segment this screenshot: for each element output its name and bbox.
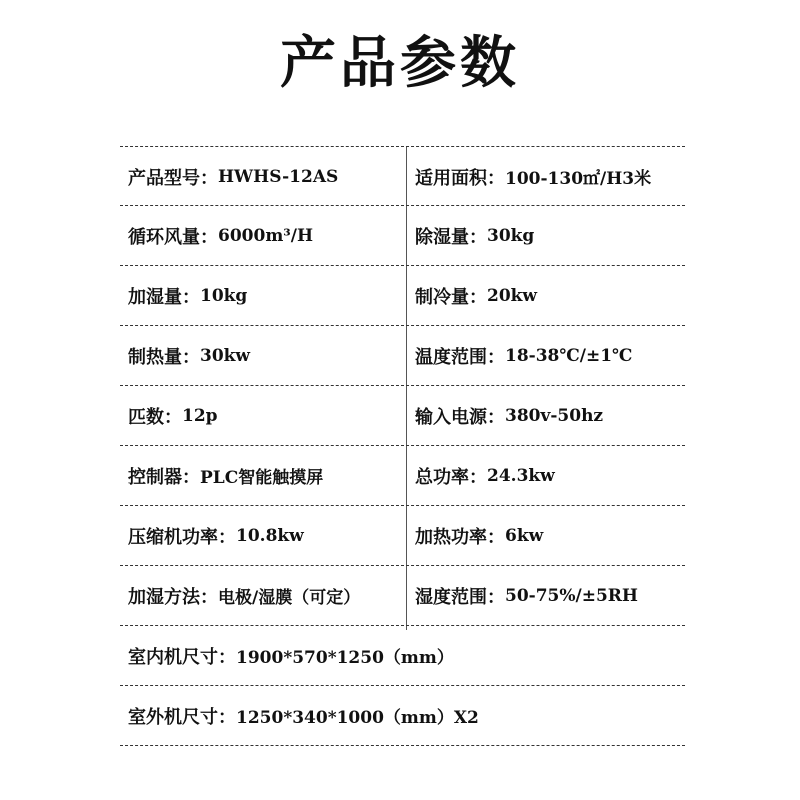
spec-cell-horsepower xyxy=(128,386,410,445)
spec-row xyxy=(120,206,685,266)
spec-row xyxy=(120,686,685,746)
spec-cell-humidity-range xyxy=(415,566,685,625)
spec-label: 匹数： xyxy=(128,406,182,428)
spec-label: 适用面积： xyxy=(415,167,505,189)
spec-value: 100-130㎡/H3米 xyxy=(505,169,652,189)
spec-cell-temp-range xyxy=(415,326,685,385)
spec-cell-airflow xyxy=(128,206,410,265)
spec-label: 输入电源： xyxy=(415,406,505,428)
spec-row xyxy=(120,446,685,506)
spec-value: 6000m³/H xyxy=(218,225,314,246)
spec-row xyxy=(120,266,685,326)
spec-value: 30kw xyxy=(200,345,251,366)
spec-value: 6kw xyxy=(505,525,544,546)
spec-value: 1900*570*1250（mm） xyxy=(236,648,454,668)
spec-label: 制热量： xyxy=(128,346,200,368)
spec-cell-heater-power xyxy=(415,506,685,565)
spec-cell-dehumidify xyxy=(415,206,685,265)
spec-row xyxy=(120,326,685,386)
spec-label: 压缩机功率： xyxy=(128,526,236,548)
spec-label: 室外机尺寸： xyxy=(128,706,236,728)
spec-label: 制冷量： xyxy=(415,286,487,308)
spec-row xyxy=(120,626,685,686)
spec-value: 50-75%/±5RH xyxy=(505,585,638,606)
spec-row xyxy=(120,506,685,566)
spec-value: HWHS-12AS xyxy=(218,166,339,187)
spec-cell-controller xyxy=(128,446,410,505)
spec-cell-outdoor-size xyxy=(128,686,685,745)
spec-table xyxy=(120,146,685,746)
spec-cell-power-input xyxy=(415,386,685,445)
spec-cell-area xyxy=(415,147,685,206)
spec-label: 总功率： xyxy=(415,466,487,488)
page-title: 产品参数 xyxy=(280,31,520,96)
spec-value: 10.8kw xyxy=(236,525,304,546)
spec-value: PLC智能触摸屏 xyxy=(200,468,324,488)
spec-value: 12p xyxy=(182,405,218,426)
spec-cell-cooling xyxy=(415,266,685,325)
spec-row xyxy=(120,146,685,206)
spec-cell-humidify xyxy=(128,266,410,325)
spec-label: 除湿量： xyxy=(415,226,487,248)
spec-value: 1250*340*1000（mm）X2 xyxy=(236,708,479,728)
spec-value: 30kg xyxy=(487,225,535,246)
spec-row xyxy=(120,386,685,446)
spec-value: 20kw xyxy=(487,285,538,306)
spec-cell-model xyxy=(128,147,410,206)
spec-label: 循环风量： xyxy=(128,226,218,248)
spec-cell-total-power xyxy=(415,446,685,505)
spec-label: 室内机尺寸： xyxy=(128,646,236,668)
spec-label: 加湿量： xyxy=(128,286,200,308)
spec-cell-heating xyxy=(128,326,410,385)
spec-label: 温度范围： xyxy=(415,346,505,368)
spec-row xyxy=(120,566,685,626)
spec-label: 控制器： xyxy=(128,466,200,488)
spec-label: 产品型号： xyxy=(128,167,218,189)
spec-value: 10kg xyxy=(200,285,248,306)
spec-value: 电极/湿膜（可定） xyxy=(218,588,361,608)
spec-cell-humidify-method xyxy=(128,566,410,625)
spec-cell-indoor-size xyxy=(128,626,685,685)
spec-label: 加湿方法： xyxy=(128,586,218,608)
spec-value: 24.3kw xyxy=(487,465,555,486)
spec-value: 18-38℃/±1℃ xyxy=(505,345,633,366)
spec-label: 湿度范围： xyxy=(415,586,505,608)
spec-cell-compressor-power xyxy=(128,506,410,565)
spec-label: 加热功率： xyxy=(415,526,505,548)
spec-value: 380v-50hz xyxy=(505,405,604,426)
